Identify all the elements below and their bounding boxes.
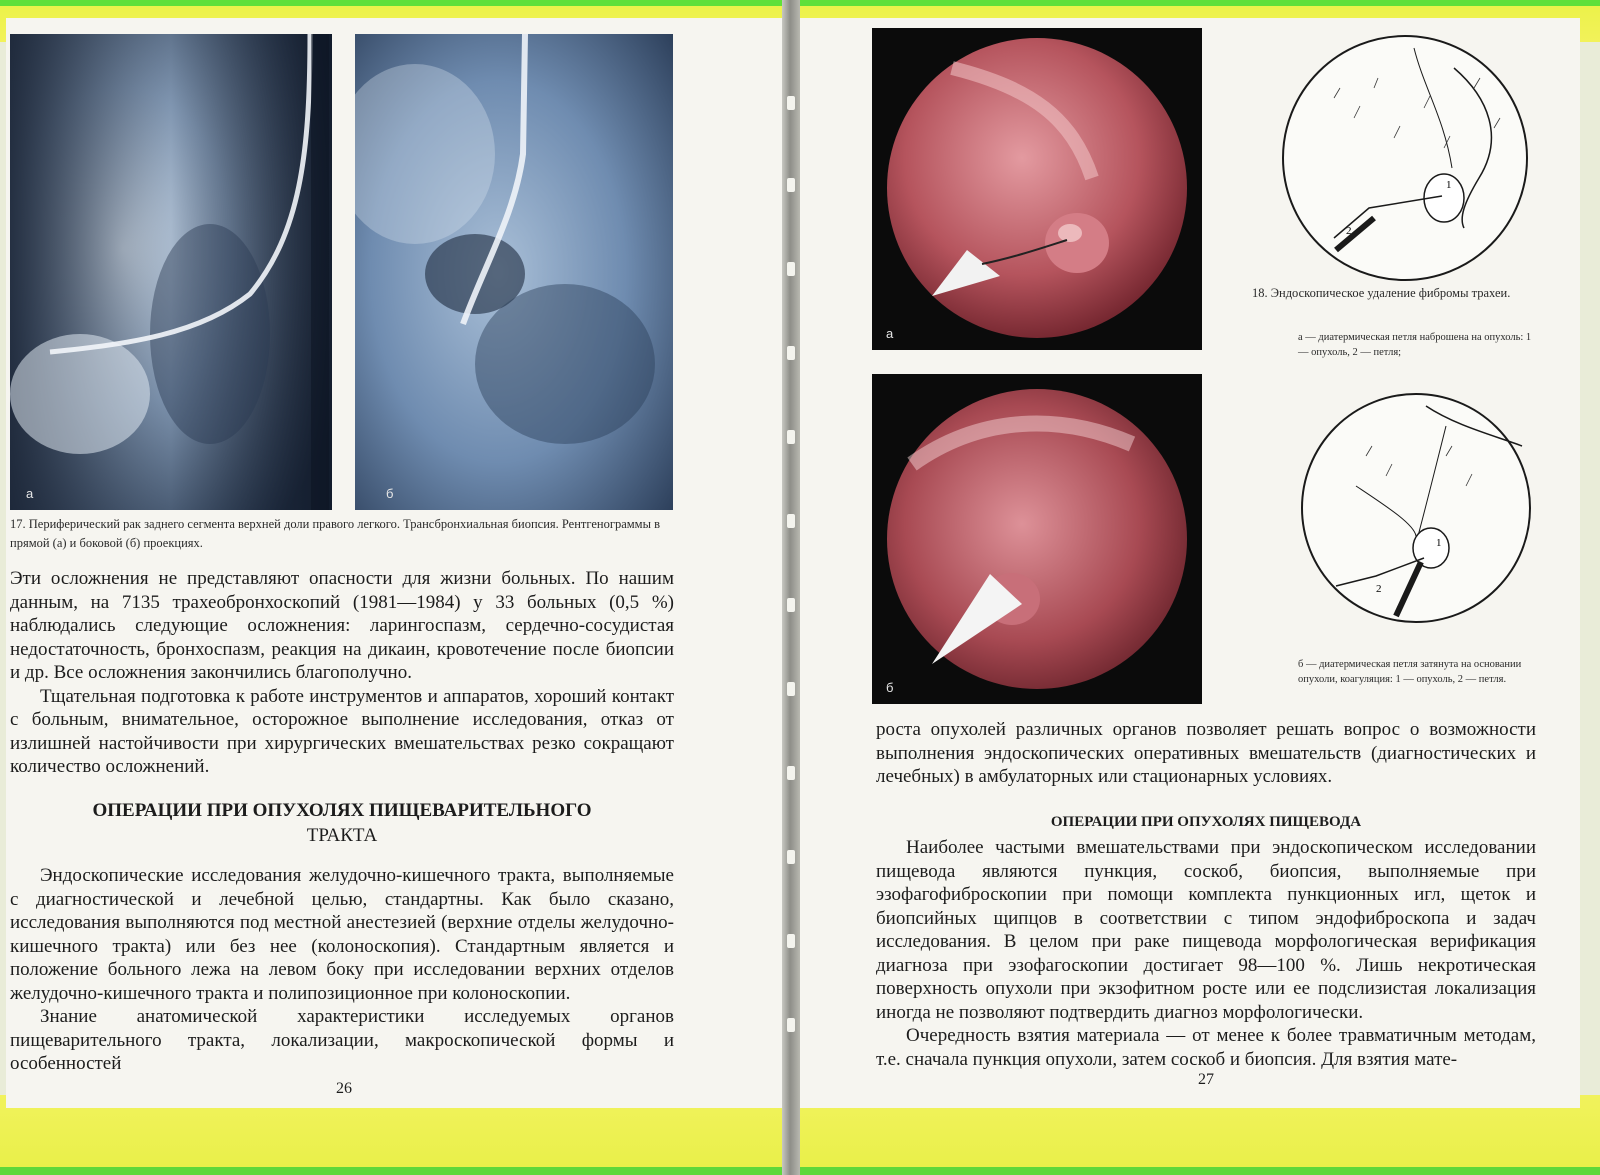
photo-b-label: б xyxy=(886,680,894,695)
binding-stitch xyxy=(787,178,795,192)
binding-stitch xyxy=(787,262,795,276)
left-page-number: 26 xyxy=(336,1080,352,1097)
illustration-b-marker-1: 1 xyxy=(1436,537,1442,549)
binding-stitch xyxy=(787,96,795,110)
endoscopic-photo-a xyxy=(872,28,1202,350)
left-paragraph-2: Тщательная подготовка к работе инструментов и аппаратов, хороший контакт с больным, внимательное, осторожное выполнение исследования, отказ от излишней настойчивости при хирургических вмешательствах резко сокращают количество осложнений. xyxy=(10,685,674,777)
binding-stitch xyxy=(787,766,795,780)
right-paragraph-2: Наиболее частыми вмешательствами при эндоскопическом исследовании пищевода являются пункция, соскоб, биопсия, выполняемые при эзофагофиброскопии при помощи комплекта пункционных игл, щеток и биопсийных щипцов в соответствии с типом эндофиброскопа и задач исследования. В целом при раке пищевода морфологическая верификация диагноза при эзофагоскопии достигает 98—100 %. Лишь некротическая поверхность опухоли при экзофитном росте или ее подслизистая локализация иногда не позволяют подтвердить диагноз морфологически. xyxy=(876,837,1536,1023)
left-heading-line-2: ТРАКТА xyxy=(306,825,378,846)
binding-stitch xyxy=(787,934,795,948)
illustration-a-graphic xyxy=(1274,28,1536,284)
endoscopic-photo-b xyxy=(872,374,1202,704)
left-paragraph-3: Эндоскопические исследования желудочно-кишечного тракта, выполняемые с диагностической и лечебной целью, стандартны. Как было сказано, исследования выполняются под местной анестезией (верхние отделы желудочно-кишечного тракта) или без нее (колоноскопия). Стандартным является и положение больного лежа на левом боку при исследовании верхних отделов желудочно-кишечного тракта и полипозиционное при колоноскопии. xyxy=(10,865,674,1004)
left-paragraph-4: Знание анатомической характеристики исследуемых органов пищеварительного тракта, локализации, макроскопической формы и особенностей xyxy=(10,1006,674,1074)
binding-stitch xyxy=(787,430,795,444)
left-heading-line-1: ОПЕРАЦИИ ПРИ ОПУХОЛЯХ ПИЩЕВАРИТЕЛЬНОГО xyxy=(92,800,592,821)
xray-image-b xyxy=(355,34,673,510)
book-gutter xyxy=(782,0,800,1175)
endoscopy-a-graphic xyxy=(872,28,1202,350)
figure-17-caption: 17. Периферический рак заднего сегмента верхней доли правого легкого. Трансбронхиальная биопсия. Рентгенограммы в прямой (а) и боковой (б) проекциях. xyxy=(10,517,661,550)
figure-18-caption-a: а — диатермическая петля наброшена на опухоль: 1 — опухоль, 2 — петля; xyxy=(1298,332,1532,358)
binding-stitch xyxy=(787,598,795,612)
xray-b-label: б xyxy=(386,486,394,501)
xray-a-graphic xyxy=(10,34,332,510)
endoscopy-b-graphic xyxy=(872,374,1202,704)
illustration-b-marker-2: 2 xyxy=(1376,583,1382,595)
left-body-text-1 xyxy=(10,567,674,779)
xray-b-graphic xyxy=(355,34,673,510)
left-body-text-2 xyxy=(10,864,674,1076)
binding-stitch xyxy=(787,1018,795,1032)
right-page-number: 27 xyxy=(1198,1071,1214,1088)
right-body-text-2 xyxy=(876,836,1536,1071)
left-section-heading xyxy=(10,798,674,848)
illustration-b-graphic xyxy=(1296,386,1536,630)
illustration-a-marker-2: 2 xyxy=(1346,225,1352,237)
illustration-a xyxy=(1274,28,1536,284)
xray-image-a xyxy=(10,34,332,510)
right-section-heading: ОПЕРАЦИИ ПРИ ОПУХОЛЯХ ПИЩЕВОДА xyxy=(1050,814,1362,830)
photo-a-label: а xyxy=(886,326,894,341)
binding-stitch xyxy=(787,682,795,696)
left-paragraph-1: Эти осложнения не представляют опасности для жизни больных. По нашим данным, на 7135 трахеобронхоскопий (1981—1984) у 33 больных (0,5 %) наблюдались следующие осложнения: ларингоспазм, сердечно-сосудистая недостаточность, бронхоспазм, реакция на дикаин, кровотечение после биопсии и др. Все осложнения закончились благополучно. xyxy=(10,568,674,683)
figure-18-caption-b: б — диатермическая петля затянута на основании опухоли, коагуляция: 1 — опухоль, 2 — петля. xyxy=(1298,659,1522,685)
binding-stitch xyxy=(787,346,795,360)
xray-a-label: а xyxy=(26,486,34,501)
illustration-a-marker-1: 1 xyxy=(1446,179,1452,191)
binding-stitch xyxy=(787,514,795,528)
illustration-b xyxy=(1296,386,1536,630)
figure-18-caption-title: 18. Эндоскопическое удаление фибромы трахеи. xyxy=(1252,286,1511,300)
binding-stitch xyxy=(787,850,795,864)
right-body-text-1 xyxy=(876,718,1536,789)
right-paragraph-1: роста опухолей различных органов позволяет решать вопрос о возможности выполнения эндоскопических оперативных вмешательств (диагностических и лечебных) в амбулаторных или стационарных условиях. xyxy=(876,719,1536,787)
right-paragraph-3: Очередность взятия материала — от менее к более травматичным методам, т.е. сначала пункция опухоли, затем соскоб и биопсия. Для взятия мате- xyxy=(876,1025,1536,1070)
